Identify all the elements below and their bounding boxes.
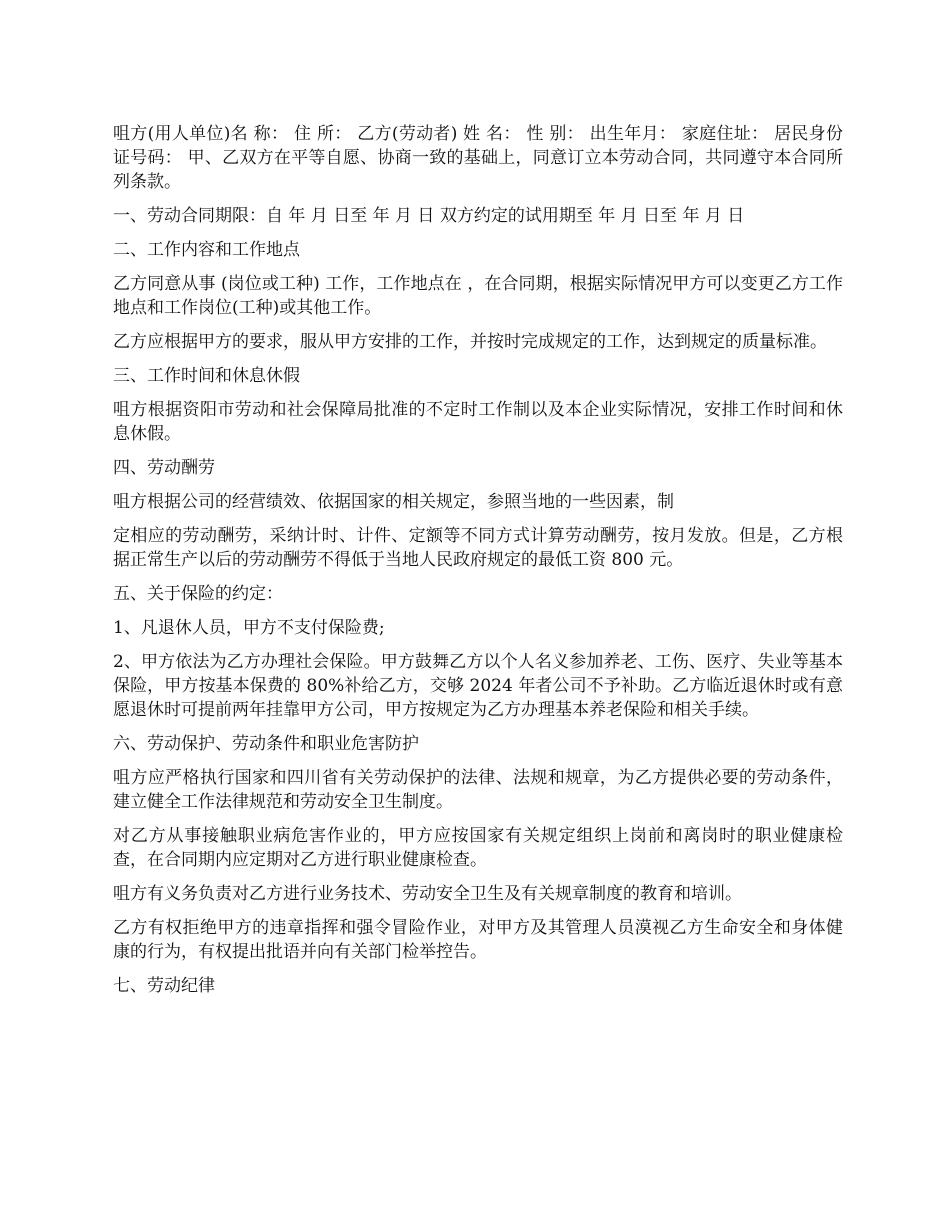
party-info-paragraph: 咀方(用人单位)名 称： 住 所： 乙方(劳动者) 姓 名： 性 别： 出生年月： 家庭住址： 居民身份证号码： 甲、乙双方在平等自愿、协商一致的基础上，同意订立本劳动合同，共同遵守本合同所列条款。 [113,124,843,192]
contract-term-clause: 一、劳动合同期限：自 年 月 日至 年 月 日 双方约定的试用期至 年 月 日至 年 月 日 [113,206,745,226]
section-heading-insurance: 五、关于保险的约定： [113,584,283,604]
section-heading-work-hours: 三、工作时间和休息休假 [113,366,300,386]
insurance-item-1: 1、凡退休人员，甲方不支付保险费; [113,618,385,638]
remuneration-paragraph-2: 定相应的劳动酬劳，采纳计时、计件、定额等不同方式计算劳动酬劳，按月发放。但是，乙方根据正常生产以后的劳动酬劳不得低于当地人民政府规定的最低工资 800 元。 [113,526,843,570]
labor-protection-paragraph-4: 乙方有权拒绝甲方的违章指挥和强令冒险作业，对甲方及其管理人员漠视乙方生命安全和身体健康的行为，有权提出批语并向有关部门检举控告。 [113,918,843,962]
section-heading-remuneration: 四、劳动酬劳 [113,458,215,478]
remuneration-paragraph-1: 咀方根据公司的经营绩效、依据国家的相关规定，参照当地的一些因素，制 [113,492,674,512]
section-heading-labor-protection: 六、劳动保护、劳动条件和职业危害防护 [113,734,419,754]
labor-protection-paragraph-1: 咀方应严格执行国家和四川省有关劳动保护的法律、法规和规章，为乙方提供必要的劳动条件，建立健全工作法律规范和劳动安全卫生制度。 [113,768,843,812]
work-location-paragraph: 乙方同意从事 (岗位或工种) 工作，工作地点在 ，在合同期，根据实际情况甲方可以变更乙方工作地点和工作岗位(工种)或其他工作。 [113,274,843,318]
labor-protection-paragraph-3: 咀方有义务负责对乙方进行业务技术、劳动安全卫生及有关规章制度的教育和培训。 [113,884,742,904]
section-heading-work-content: 二、工作内容和工作地点 [113,240,300,260]
contract-document [113,122,843,1008]
insurance-item-2: 2、甲方依法为乙方办理社会保险。甲方鼓舞乙方以个人名义参加养老、工伤、医疗、失业等基本保险，甲方按基本保费的 80%补给乙方，交够 2024 年者公司不予补助。乙方临近退休时或有意愿退休时可提前两年挂靠甲方公司，甲方按规定为乙方办理基本养老保险和相关手续。 [113,652,843,720]
work-requirements-paragraph: 乙方应根据甲方的要求，服从甲方安排的工作，并按时完成规定的工作，达到规定的质量标准。 [113,332,827,352]
labor-protection-paragraph-2: 对乙方从事接触职业病危害作业的，甲方应按国家有关规定组织上岗前和离岗时的职业健康检查，在合同期内应定期对乙方进行职业健康检查。 [113,826,843,870]
work-hours-paragraph: 咀方根据资阳市劳动和社会保障局批准的不定时工作制以及本企业实际情况，安排工作时间和休息休假。 [113,400,843,444]
section-heading-labor-discipline: 七、劳动纪律 [113,976,215,996]
